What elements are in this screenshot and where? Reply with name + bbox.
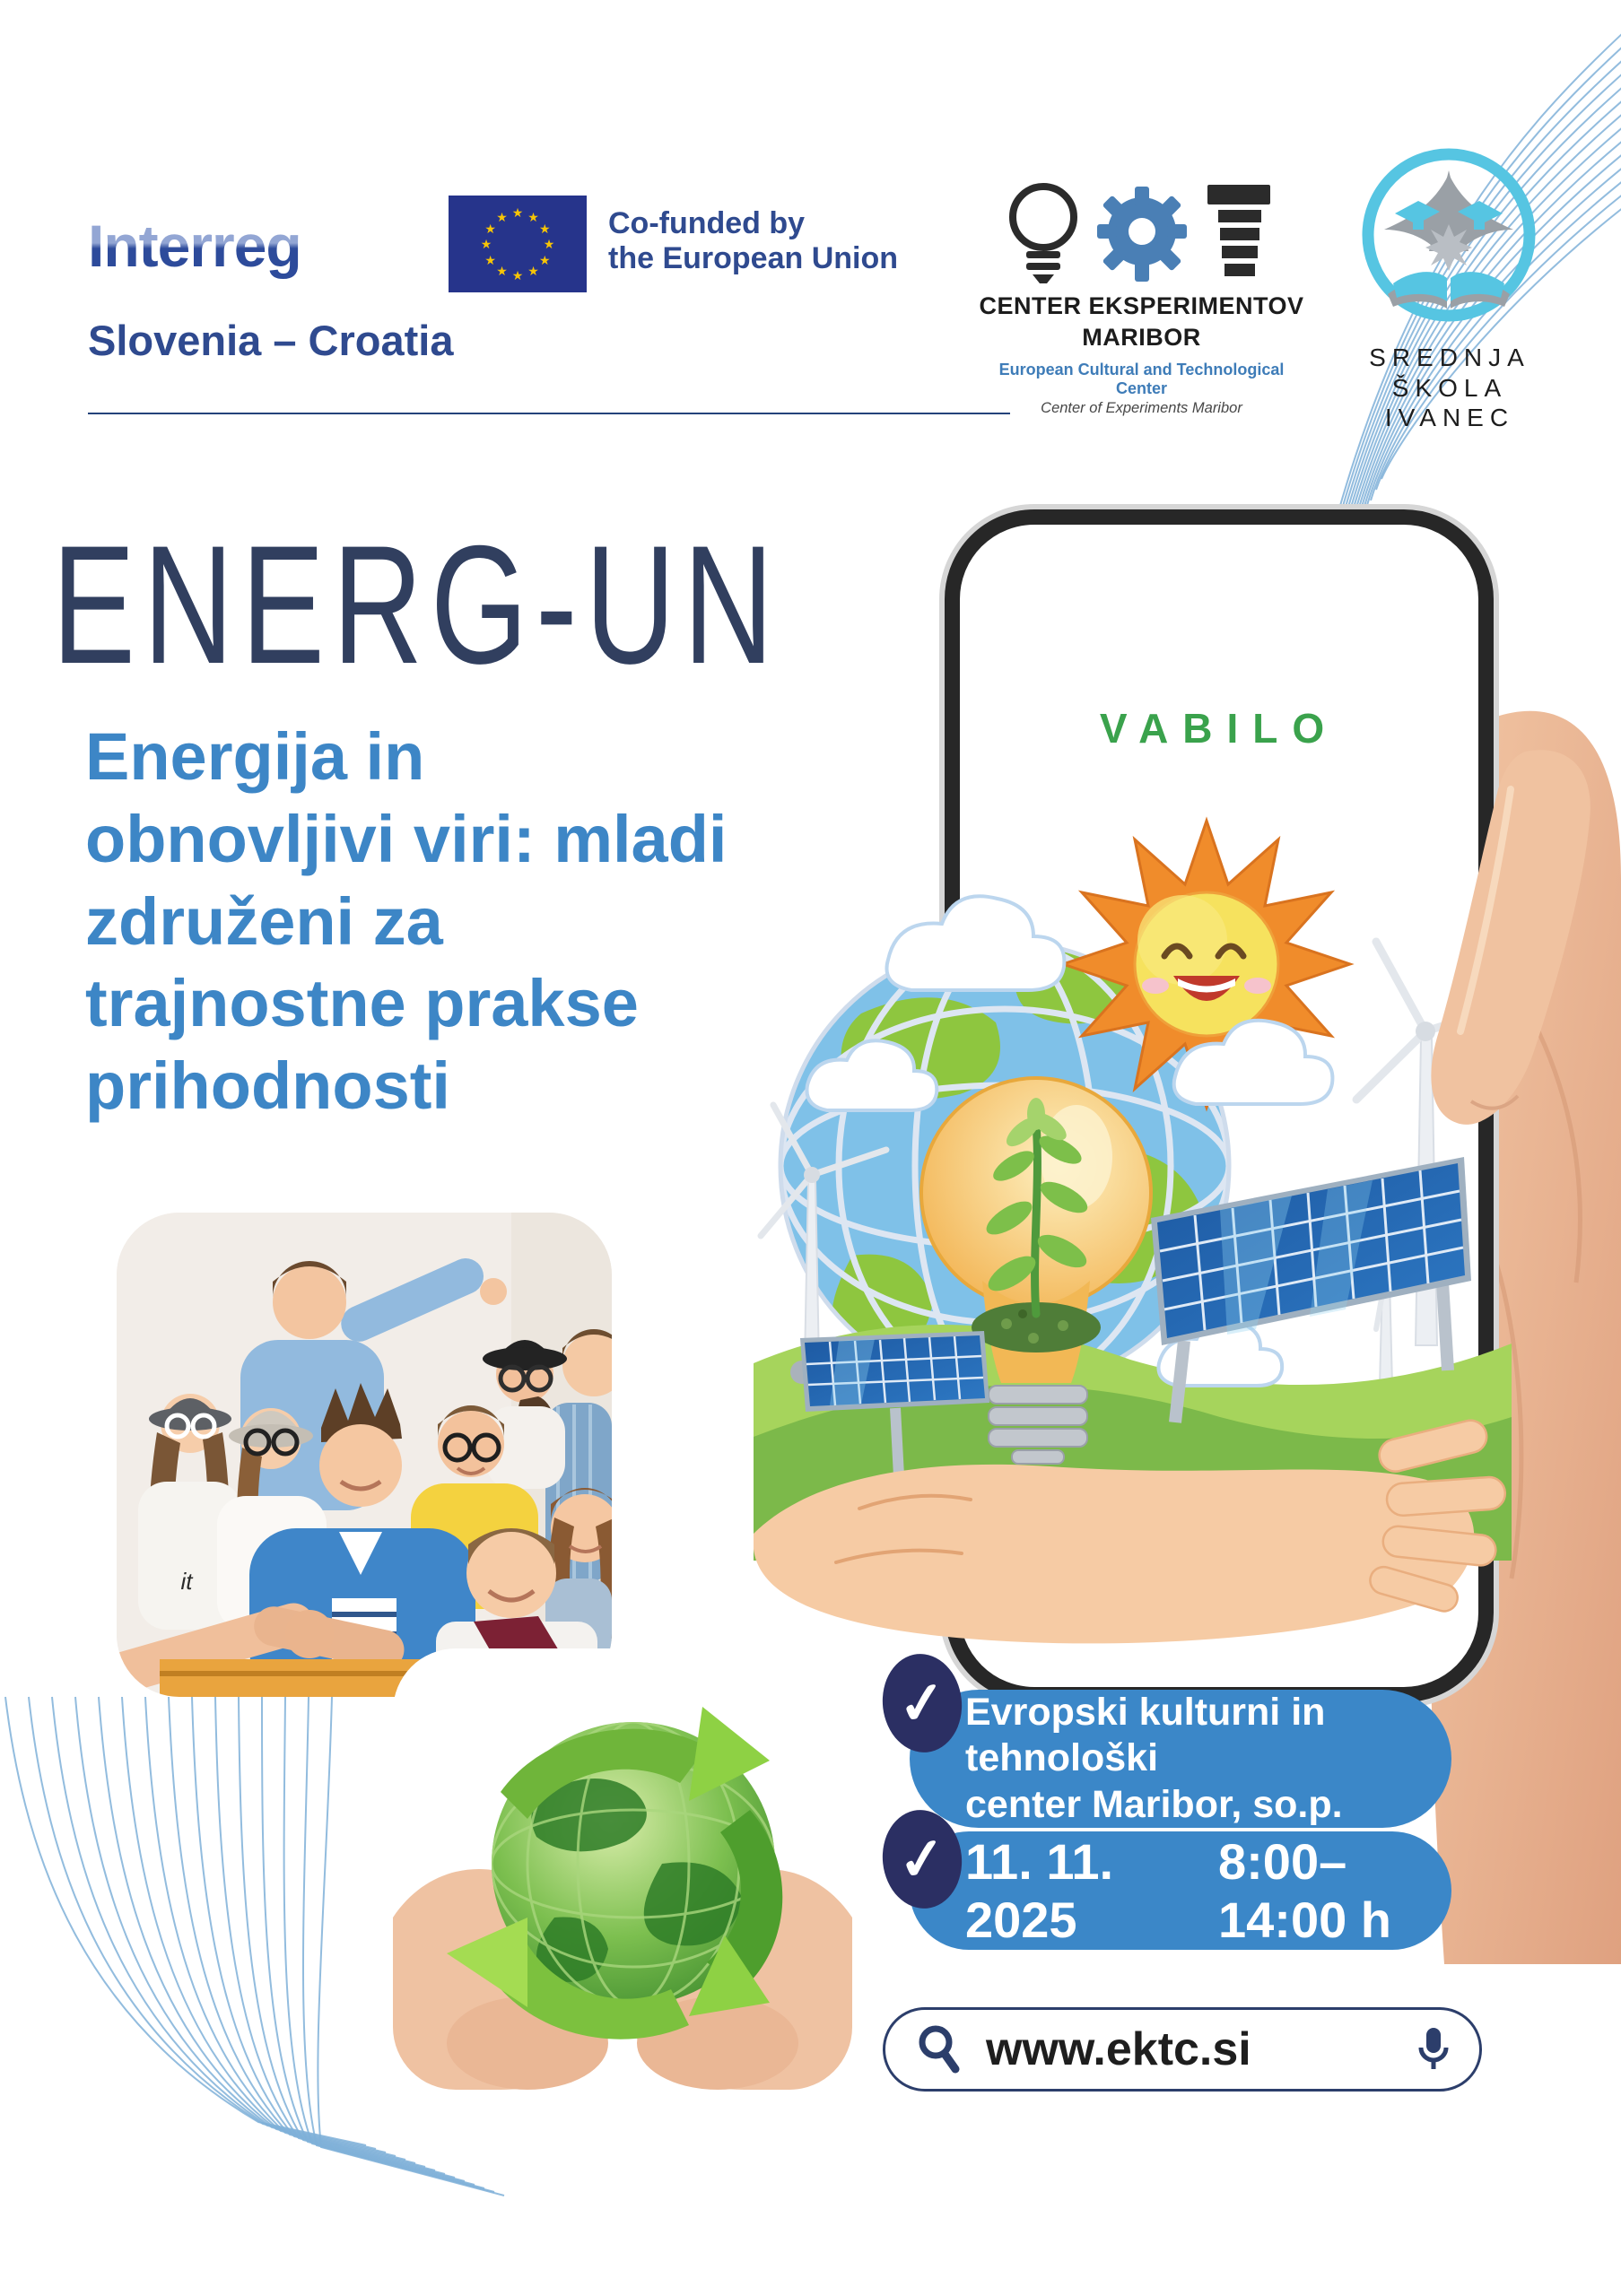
checkmark-icon: ✓ — [894, 1823, 950, 1894]
website-url: www.ektc.si — [986, 2023, 1251, 2075]
eu-star-icon: ★ — [543, 237, 555, 251]
phone-screen-label: VABILO — [1099, 705, 1339, 752]
subtitle-line: prihodnosti — [85, 1048, 450, 1123]
interreg-program-label: Slovenia – Croatia — [88, 317, 454, 364]
holding-hand-thumb-photo — [1417, 735, 1597, 1148]
subtitle-line: Energija in — [85, 719, 425, 794]
eu-star-icon: ★ — [527, 264, 539, 279]
eu-flag-icon — [449, 196, 587, 292]
search-bar — [883, 2007, 1482, 2092]
cem-logo — [973, 179, 1310, 417]
school-logo — [1357, 144, 1542, 433]
eu-star-icon: ★ — [511, 205, 524, 220]
event-date: 11. 11. 2025 — [965, 1833, 1114, 1948]
search-icon — [916, 2024, 963, 2074]
venue-line1: Evropski kulturni in tehnološki — [965, 1690, 1326, 1780]
eu-star-icon: ★ — [484, 252, 496, 267]
eu-star-icon: ★ — [496, 209, 508, 224]
cem-title-line1: CENTER EKSPERIMENTOV — [979, 292, 1304, 319]
eu-cofunded-line2: the European Union — [608, 241, 898, 276]
eu-cofunded-line1: Co-funded by — [608, 206, 806, 240]
green-globe-image — [393, 1648, 852, 2090]
group-photo — [117, 1213, 612, 1697]
group-photo-image — [117, 1213, 612, 1697]
eu-star-icon: ★ — [484, 221, 496, 236]
school-name-line3: IVANEC — [1384, 404, 1515, 432]
info-pill-venue — [910, 1690, 1451, 1828]
cem-title-line2: MARIBOR — [1082, 324, 1201, 352]
subtitle-line: obnovljivi viri: mladi — [85, 801, 728, 876]
event-time: 8:00–14:00 h — [1218, 1833, 1392, 1948]
eu-cofunded-label — [608, 206, 898, 276]
page-subtitle — [85, 716, 727, 1127]
school-name-line1: SREDNJA — [1369, 344, 1530, 371]
lightbulb-icon — [1013, 187, 1074, 283]
eu-star-icon: ★ — [539, 221, 551, 236]
eu-star-icon: ★ — [539, 252, 551, 267]
subtitle-line: trajnostne prakse — [85, 966, 639, 1041]
cem-logo-icons — [1003, 179, 1281, 289]
svg-text:it: it — [180, 1568, 193, 1595]
eu-star-icon: ★ — [511, 268, 524, 283]
cem-subtitle-en: European Cultural and Technological Center — [998, 361, 1285, 398]
cem-subtitle-translated: Center of Experiments Maribor — [1041, 400, 1242, 417]
school-emblem-icon — [1357, 144, 1540, 326]
checkmark-icon: ✓ — [894, 1667, 950, 1738]
eu-star-icon: ★ — [480, 237, 492, 251]
header-divider — [88, 413, 1010, 414]
venue-line2: center Maribor, so.p. — [965, 1782, 1343, 1826]
eco-illustration — [754, 789, 1512, 1713]
school-name-line2: ŠKOLA — [1391, 373, 1508, 402]
page-title: ENERG-UN — [52, 510, 782, 699]
interreg-logo: Interreg — [88, 213, 301, 279]
gear-icon — [1097, 187, 1187, 282]
eu-star-icon: ★ — [496, 264, 508, 279]
info-pill-date — [910, 1831, 1451, 1950]
subtitle-line: združeni za — [85, 883, 443, 959]
screw-icon — [1207, 185, 1270, 276]
microphone-icon — [1418, 2026, 1449, 2073]
green-globe-hands-photo — [393, 1648, 852, 2090]
eu-star-icon: ★ — [527, 209, 539, 224]
